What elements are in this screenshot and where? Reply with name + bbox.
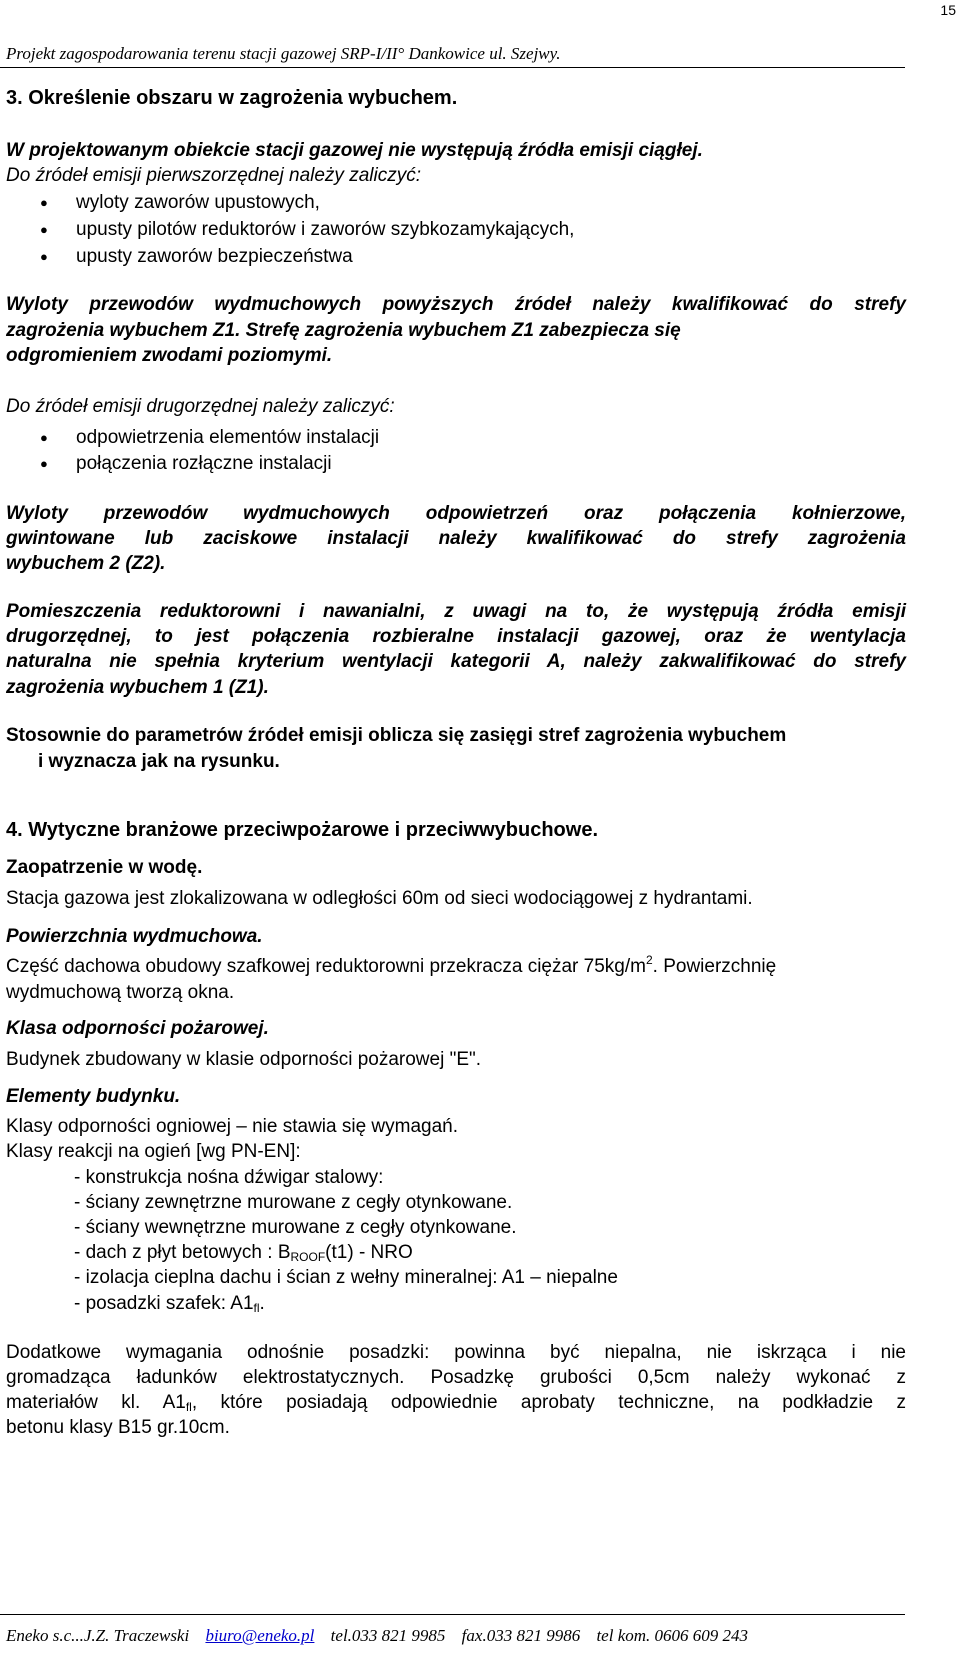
reaction-item: - izolacja cieplna dachu i ścian z wełny mineralnej: A1 – niepalne — [74, 1267, 618, 1288]
reaction-item-text: - dach z płyt betowych : B — [74, 1242, 291, 1263]
elements-line: Klasy odporności ogniowej – nie stawia się wymagań. — [6, 1116, 459, 1137]
reaction-item-sub: ROOF — [290, 1250, 326, 1264]
bullet-icon: ● — [40, 195, 48, 210]
section3-title: 3. Określenie obszaru w zagrożenia wybuchem. — [6, 87, 458, 109]
secondary-heading: Do źródeł emisji drugorzędnej należy zaliczyć: — [6, 396, 395, 417]
bullet-icon: ● — [40, 456, 48, 471]
section3-intro: W projektowanym obiekcie stacji gazowej nie występują źródła emisji ciągłej. — [6, 140, 703, 161]
surface-text-a: Część dachowa obudowy szafkowej reduktorowni przekracza ciężar 75kg/m — [6, 956, 646, 977]
floor-text-b: , które posiadają odpowiednie aprobaty techniczne, na podkładzie z — [191, 1392, 906, 1413]
floor-text-a: materiałów kl. A1 — [6, 1392, 186, 1413]
secondary-item: połączenia rozłączne instalacji — [76, 453, 332, 474]
reaction-item-text: - posadzki szafek: A1 — [74, 1293, 254, 1314]
reaction-item: - ściany zewnętrzne murowane z cegły otynkowane. — [74, 1192, 513, 1213]
secondary-item: odpowietrzenia elementów instalacji — [76, 427, 380, 448]
floor-text-sub: fl — [185, 1400, 192, 1414]
floor-text-line: gromadząca ładunków elektrostatycznych. Posadzkę grubości 0,5cm należy wykonać z — [6, 1367, 906, 1388]
surface-text-line — [6, 955, 776, 979]
elements-heading: Elementy budynku. — [6, 1086, 181, 1107]
footer-rule — [0, 1614, 905, 1615]
surface-text-sup: 2 — [645, 953, 653, 967]
secondary-note-line: Wyloty przewodów wydmuchowych odpowietrzeń oraz połączenia kołnierzowe, — [6, 503, 906, 524]
rooms-note-line: naturalna nie spełnia kryterium wentylacji kategorii A, należy zakwalifikować do strefy — [6, 651, 906, 672]
water-text: Stacja gazowa jest zlokalizowana w odległości 60m od sieci wodociągowej z hydrantami. — [6, 888, 753, 909]
ranges-note-line: Stosownie do parametrów źródeł emisji oblicza się zasięgi stref zagrożenia wybuchem — [6, 725, 787, 746]
primary-heading: Do źródeł emisji pierwszorzędnej należy zaliczyć: — [6, 165, 421, 186]
footer-fax: fax.033 821 9986 — [461, 1626, 581, 1645]
reaction-item — [74, 1241, 413, 1265]
reaction-item-sub: fl — [253, 1301, 260, 1315]
reaction-item — [74, 1292, 265, 1316]
footer-email-link[interactable]: biuro@eneko.pl — [205, 1626, 315, 1645]
ranges-note-line: i wyznacza jak na rysunku. — [38, 751, 280, 772]
primary-note-line: Wyloty przewodów wydmuchowych powyższych źródeł należy kwalifikować do strefy — [6, 294, 906, 315]
footer-tel: tel.033 821 9985 — [330, 1626, 446, 1645]
footer-mobile: tel kom. 0606 609 243 — [596, 1626, 749, 1645]
bullet-icon: ● — [40, 222, 48, 237]
secondary-note-line: wybuchem 2 (Z2). — [6, 553, 166, 574]
surface-text-b: . Powierzchnię — [652, 956, 777, 977]
footer-company: Eneko s.c...J.Z. Traczewski — [6, 1626, 190, 1645]
rooms-note-line: Pomieszczenia reduktorowni i nawanialni, z uwagi na to, że występują źródła emisji — [6, 601, 906, 622]
fire-class-text: Budynek zbudowany w klasie odporności pożarowej "E". — [6, 1049, 482, 1070]
fire-class-heading: Klasa odporności pożarowej. — [6, 1018, 269, 1039]
surface-text-line: wydmuchową tworzą okna. — [6, 982, 235, 1003]
floor-text-line: betonu klasy B15 gr.10cm. — [6, 1417, 230, 1438]
surface-heading: Powierzchnia wydmuchowa. — [6, 926, 263, 947]
secondary-note-line: gwintowane lub zaciskowe instalacji należy kwalifikować do strefy zagrożenia — [6, 528, 906, 549]
bullet-icon: ● — [40, 430, 48, 445]
primary-item: upusty pilotów reduktorów i zaworów szybkozamykających, — [76, 219, 575, 240]
floor-text-line: Dodatkowe wymagania odnośnie posadzki: powinna być niepalna, nie iskrząca i nie — [6, 1342, 906, 1363]
bullet-icon: ● — [40, 249, 48, 264]
page-header: Projekt zagospodarowania terenu stacji gazowej SRP-I/II° Dankowice ul. Szejwy. — [6, 44, 561, 63]
header-rule — [0, 67, 905, 68]
elements-line: Klasy reakcji na ogień [wg PN-EN]: — [6, 1141, 301, 1162]
page-footer — [6, 1626, 760, 1646]
floor-text-line — [6, 1391, 906, 1415]
page-number: 15 — [940, 2, 956, 18]
water-heading: Zaopatrzenie w wodę. — [6, 857, 203, 878]
primary-note-line: zagrożenia wybuchem Z1. Strefę zagrożenia wybuchem Z1 zabezpiecza się — [6, 320, 681, 341]
rooms-note-line: zagrożenia wybuchem 1 (Z1). — [6, 677, 269, 698]
reaction-item-text: . — [259, 1293, 265, 1314]
rooms-note-line: drugorzędnej, to jest połączenia rozbieralne instalacji gazowej, oraz że wentylacja — [6, 626, 906, 647]
reaction-item: - ściany wewnętrzne murowane z cegły otynkowane. — [74, 1217, 517, 1238]
reaction-item: - konstrukcja nośna dźwigar stalowy: — [74, 1167, 384, 1188]
primary-item: upusty zaworów bezpieczeństwa — [76, 246, 353, 267]
section4-title: 4. Wytyczne branżowe przeciwpożarowe i przeciwwybuchowe. — [6, 819, 599, 841]
reaction-item-text: (t1) - NRO — [325, 1242, 413, 1263]
primary-item: wyloty zaworów upustowych, — [76, 192, 320, 213]
primary-note-line: odgromieniem zwodami poziomymi. — [6, 345, 333, 366]
